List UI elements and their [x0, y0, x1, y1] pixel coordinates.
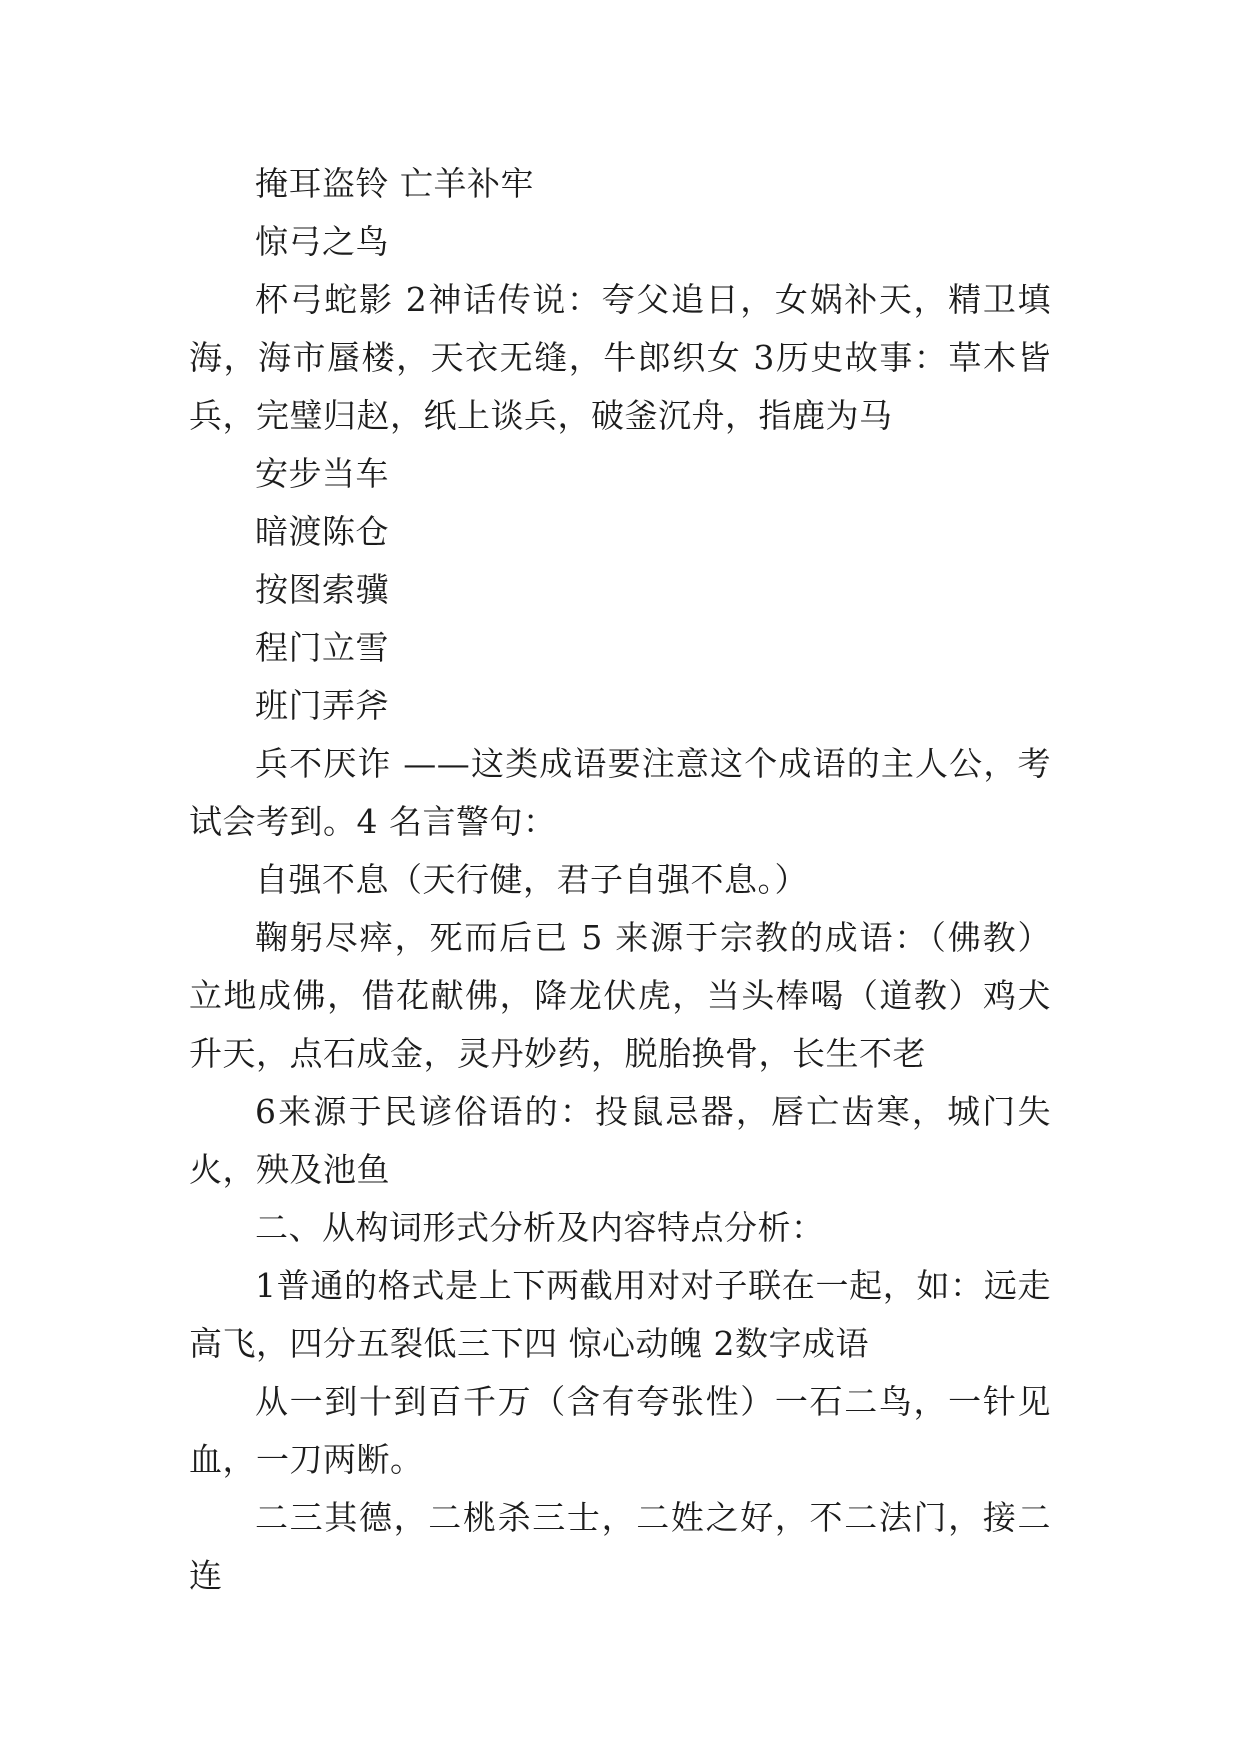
paragraph: 班门弄斧: [255, 686, 389, 725]
document-body: [189, 155, 1051, 1605]
paragraph: 二、从构词形式分析及内容特点分析：: [255, 1208, 825, 1247]
paragraph: 安步当车: [255, 454, 389, 493]
paragraph: 按图索骥: [255, 570, 389, 609]
paragraph: 掩耳盗铃 亡羊补牢: [255, 164, 534, 203]
paragraph: 惊弓之鸟: [255, 222, 389, 261]
paragraph: 暗渡陈仓: [255, 512, 389, 551]
paragraph: 自强不息（天行健，君子自强不息。）: [255, 860, 808, 899]
paragraph: 从一到十到百千万（含有夸张性）一石二鸟，一针见血，一刀两断。: [189, 1382, 1051, 1479]
paragraph: 6来源于民谚俗语的：投鼠忌器，唇亡齿寒，城门失火，殃及池鱼: [189, 1092, 1051, 1189]
paragraph: 兵不厌诈 ——这类成语要注意这个成语的主人公，考试会考到。4 名言警句：: [189, 744, 1051, 841]
paragraph: 杯弓蛇影 2神话传说：夸父追日，女娲补天，精卫填海，海市蜃楼，天衣无缝，牛郎织女 3历史故事：草木皆兵，完璧归赵，纸上谈兵，破釜沉舟，指鹿为马: [189, 280, 1051, 435]
paragraph: 1普通的格式是上下两截用对对子联在一起，如：远走高飞，四分五裂低三下四 惊心动魄 2数字成语: [189, 1266, 1051, 1363]
paragraph: 鞠躬尽瘁，死而后已 5 来源于宗教的成语：（佛教）立地成佛，借花献佛，降龙伏虎，当头棒喝（道教）鸡犬升天，点石成金，灵丹妙药，脱胎换骨，长生不老: [189, 918, 1051, 1073]
paragraph: 二三其德，二桃杀三士，二姓之好，不二法门，接二连: [189, 1498, 1051, 1595]
paragraph: 程门立雪: [255, 628, 389, 667]
